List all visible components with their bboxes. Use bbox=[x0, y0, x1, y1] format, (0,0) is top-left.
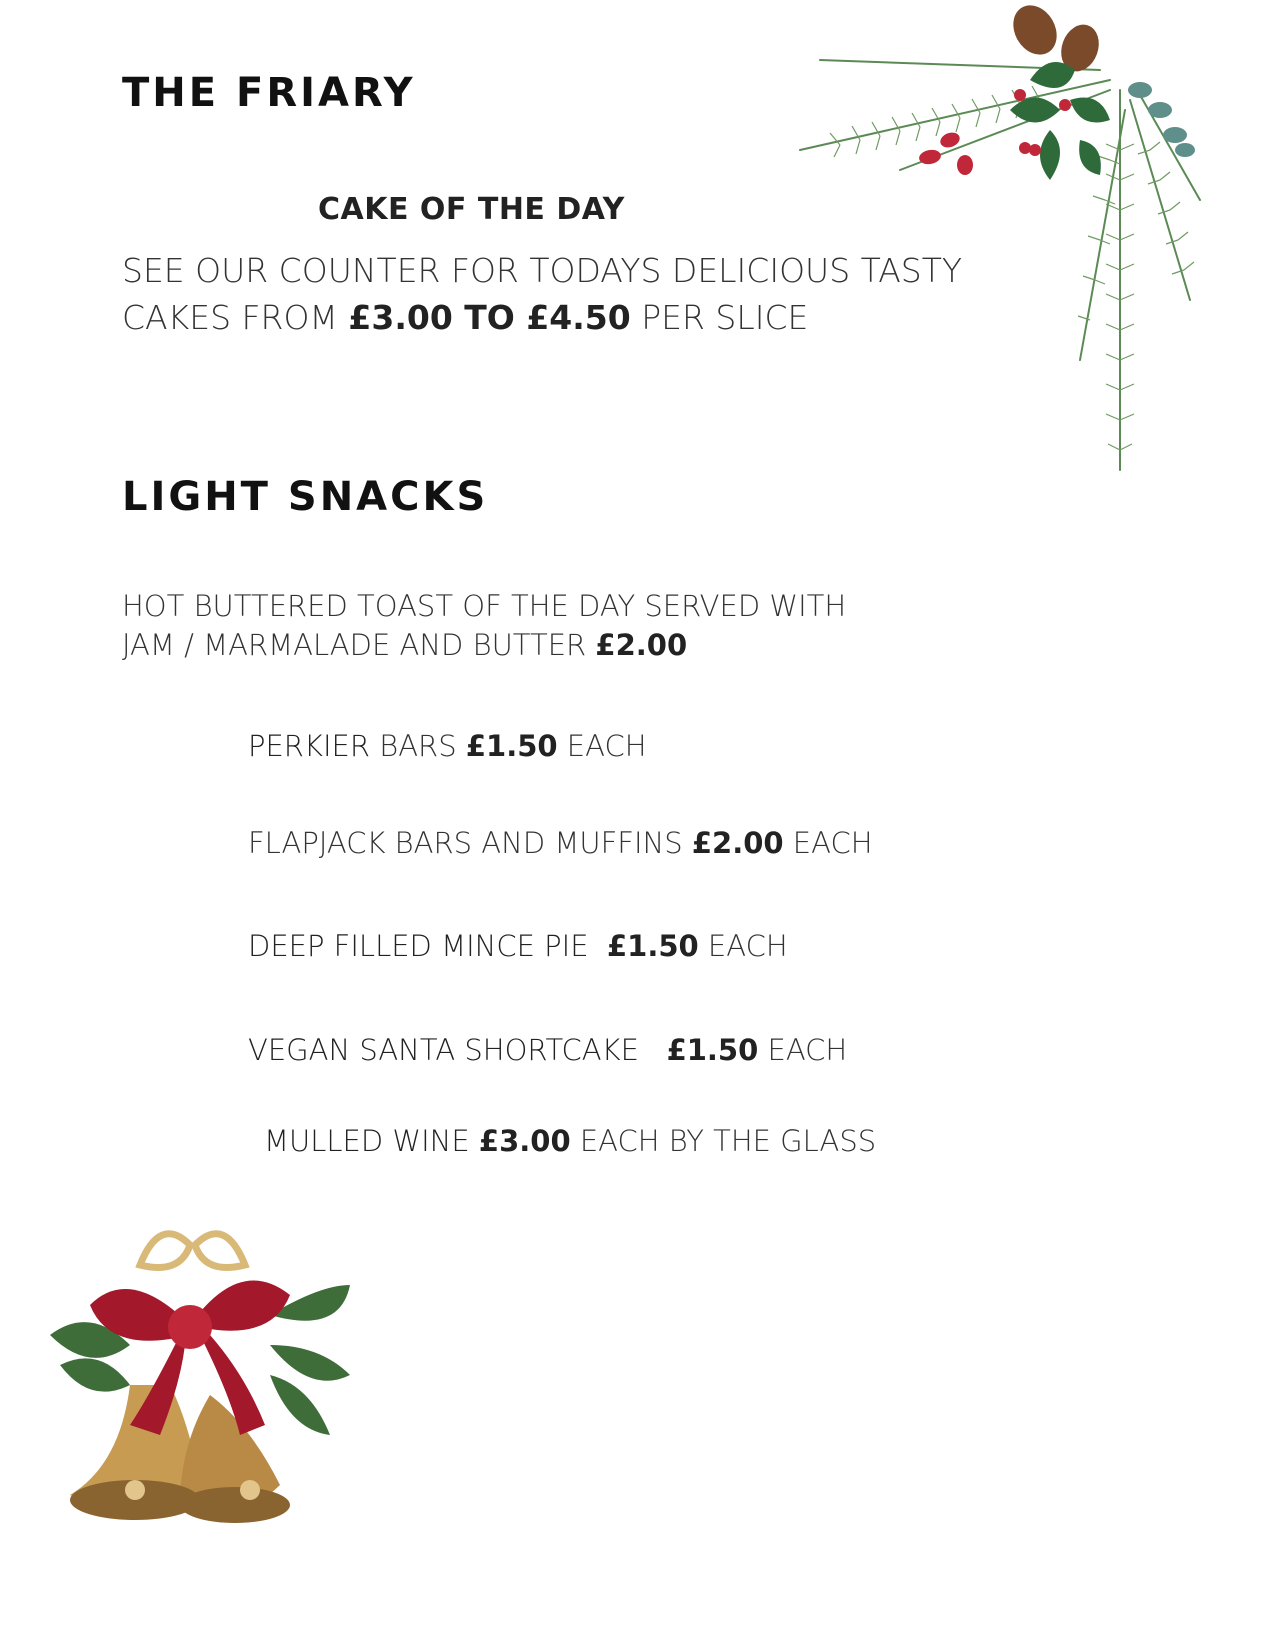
cake-description-line1: SEE OUR COUNTER FOR TODAYS DELICIOUS TASTY bbox=[122, 251, 963, 290]
item-name: MULLED WINE bbox=[264, 1124, 479, 1158]
item-price: £1.50 bbox=[465, 729, 558, 763]
cake-heading: CAKE OF THE DAY bbox=[318, 192, 625, 227]
christmas-bells-icon bbox=[40, 1215, 370, 1555]
pine-holly-garland-icon bbox=[780, 0, 1250, 490]
toast-text: JAM / MARMALADE AND BUTTER bbox=[122, 628, 596, 662]
menu-item-mulled-wine bbox=[264, 1124, 876, 1158]
item-unit: EACH bbox=[758, 1033, 848, 1067]
snacks-heading: LIGHT SNACKS bbox=[122, 474, 489, 520]
menu-item-flapjack bbox=[248, 826, 873, 860]
item-price: £3.00 bbox=[478, 1124, 571, 1158]
item-name: DEEP FILLED MINCE PIE bbox=[248, 929, 607, 963]
item-unit: EACH bbox=[557, 729, 647, 763]
item-price: £1.50 bbox=[666, 1033, 759, 1067]
item-price: £1.50 bbox=[606, 929, 699, 963]
item-unit: EACH bbox=[698, 929, 788, 963]
cake-unit: PER SLICE bbox=[630, 298, 809, 337]
item-name-light: BARS bbox=[370, 729, 466, 763]
menu-item-mince-pie bbox=[248, 929, 788, 963]
item-unit: EACH BY THE GLASS bbox=[570, 1124, 877, 1158]
toast-price: £2.00 bbox=[595, 628, 688, 662]
toast-line2 bbox=[122, 625, 687, 666]
item-unit: EACH bbox=[783, 826, 873, 860]
cake-price: £3.00 TO £4.50 bbox=[348, 298, 631, 337]
cake-text: CAKES FROM bbox=[122, 298, 349, 337]
cake-description-line2 bbox=[122, 294, 808, 341]
menu-item-shortcake bbox=[248, 1033, 847, 1067]
item-price: £2.00 bbox=[691, 826, 784, 860]
toast-line1: HOT BUTTERED TOAST OF THE DAY SERVED WITH bbox=[122, 589, 847, 623]
item-name-light: FLAPJACK BARS AND MUFFINS bbox=[248, 826, 692, 860]
menu-item-perkier bbox=[248, 729, 647, 763]
page-title: THE FRIARY bbox=[122, 70, 416, 116]
item-name: VEGAN SANTA SHORTCAKE bbox=[248, 1033, 667, 1067]
item-name: PERKIER bbox=[248, 729, 371, 763]
